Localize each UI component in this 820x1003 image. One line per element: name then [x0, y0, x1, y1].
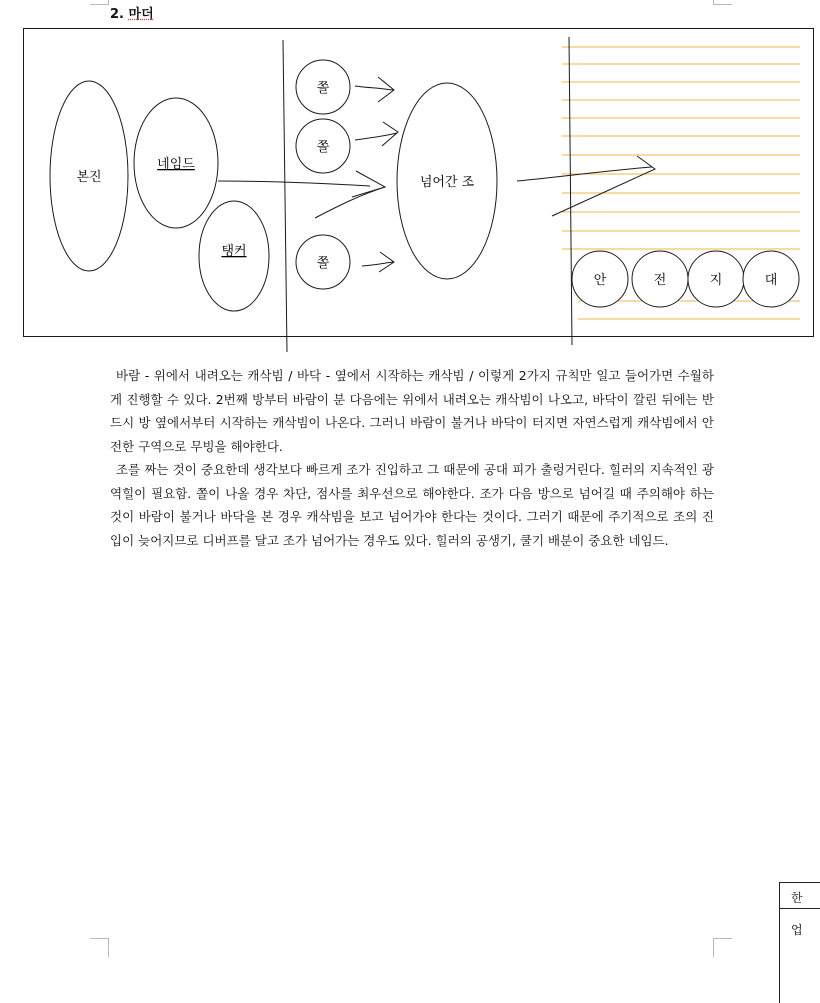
tanker-label: 탱커 — [221, 244, 247, 259]
jjol-label-2: 쫄 — [316, 140, 330, 155]
arrow-neimid — [218, 171, 385, 197]
body-text — [110, 364, 714, 552]
side-table-header: 한 — [791, 891, 803, 905]
crop-mark-bottom-right — [713, 938, 732, 957]
safe-zone-label-1: 안 — [593, 273, 607, 288]
section-number: 2. — [110, 7, 124, 22]
passed-group-label: 넘어간 조 — [419, 175, 475, 190]
divider-right — [569, 37, 572, 345]
arrow-jjol2 — [355, 122, 398, 146]
arrow-merge — [315, 187, 385, 218]
jjol-label-1: 쫄 — [316, 81, 330, 96]
side-table-divider — [780, 908, 820, 909]
arrow-to-safe — [517, 156, 655, 216]
safe-zone-label-4: 대 — [764, 273, 778, 288]
neimid-label: 네임드 — [157, 157, 195, 172]
arrow-jjol3 — [362, 252, 394, 272]
bonjin-label: 본진 — [76, 170, 102, 185]
safe-zone-label-3: 지 — [709, 273, 723, 288]
divider-left — [283, 40, 287, 352]
side-table-cell: 업 — [791, 923, 803, 937]
arrow-jjol1 — [355, 77, 394, 102]
side-table-fragment — [779, 882, 820, 1003]
paragraph-wind-floor: 바람 - 위에서 내려오는 캐삭빔 / 바닥 - 옆에서 시작하는 캐삭빔 / 이렇게 2가지 규칙만 일고 들어가면 수월하게 진행할 수 있다. 2번째 방부터 바람이 분 다음에는 위에서 내려오는 캐삭빔이 나오고, 바닥이 깔린 뒤에는 반드시 방 옆에서부터 시작하는 캐삭빔이 나온다. 그러니 바람이 불거나 바닥이 터지면 자연스럽게 캐삭빔에서 안전한 구역으로 무빙을 해야한다. — [110, 368, 714, 454]
paragraph-group-strategy: 조를 짜는 것이 중요한데 생각보다 빠르게 조가 진입하고 그 때문에 공대 피가 출렁거린다. 힐러의 지속적인 광역힐이 필요함. 쫄이 나올 경우 차단, 점사를 최우선으로 해야한다. 조가 다음 방으로 넘어길 때 주의해야 하는 것이 바람이 불거나 바닥을 본 경우 캐삭빔을 보고 넘어가야 한다는 것이다. 그러기 때문에 주기적으로 조의 진입이 늦어지므로 디버프를 달고 조가 넘어가는 경우도 있다. 힐러의 공생기, 쿨기 배분이 중요한 네임드. — [110, 462, 714, 548]
crop-mark-bottom-left — [90, 938, 109, 957]
section-title: 마더 — [128, 7, 154, 22]
jjol-label-3: 쫄 — [316, 256, 330, 271]
safe-zone-label-2: 전 — [653, 273, 667, 288]
raid-diagram — [0, 0, 800, 355]
